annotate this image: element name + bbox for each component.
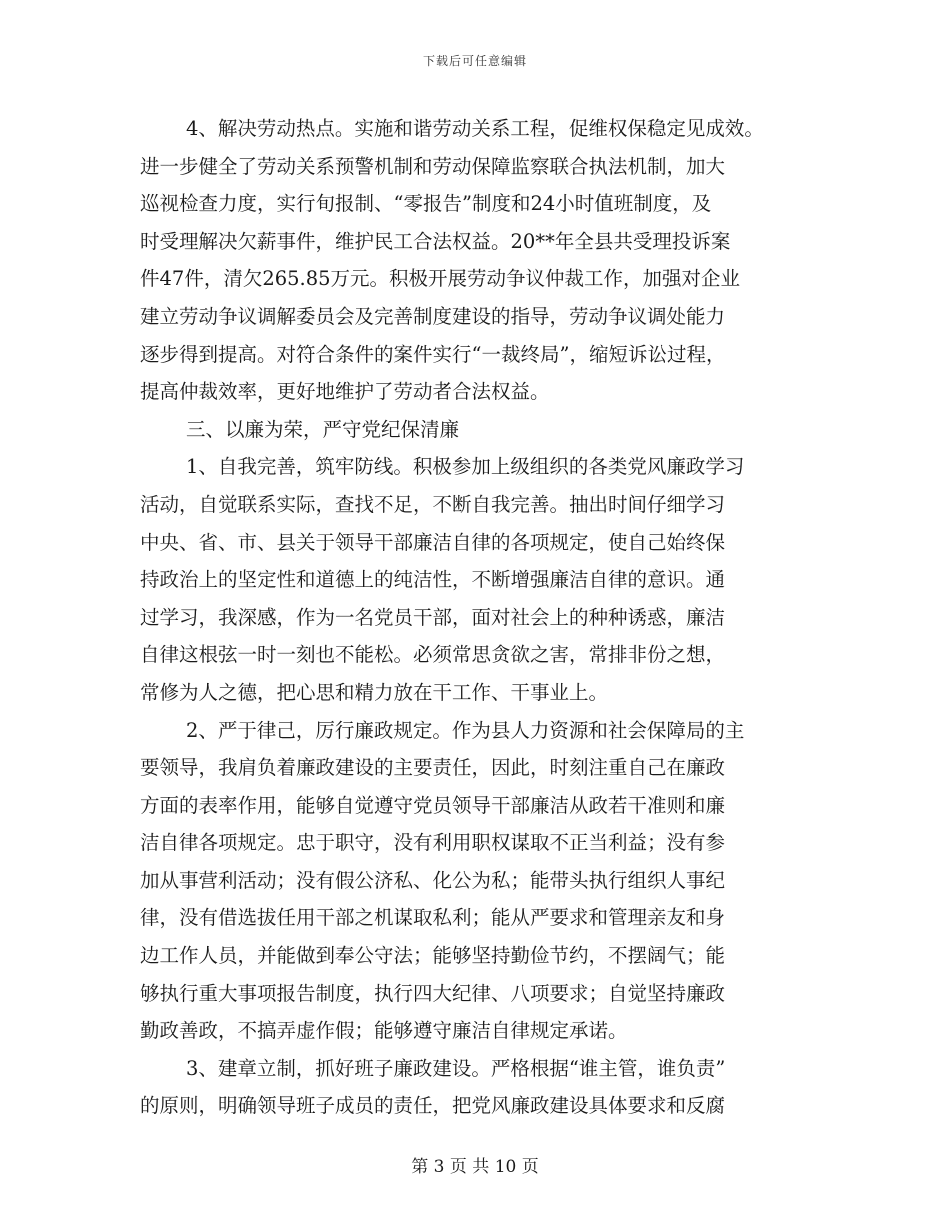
text-line: 4、解决劳动热点。实施和谐劳动关系工程，促维权保稳定见成效。 bbox=[186, 117, 764, 140]
text-line: 2、严于律己，厉行廉政规定。作为县人力资源和社会保障局的主 bbox=[186, 718, 745, 742]
page-header: 下载后可任意编辑 bbox=[422, 54, 527, 68]
text-line: 勤政善政，不搞弄虚作假；能够遵守廉洁自律规定承诺。 bbox=[140, 1019, 628, 1043]
text-line: 中央、省、市、县关于领导干部廉洁自律的各项规定，使自己始终保 bbox=[140, 530, 726, 554]
text-line: 进一步健全了劳动关系预警机制和劳动保障监察联合执法机制，加大 bbox=[140, 154, 726, 178]
text-line: 方面的表率作用，能够自觉遵守党员领导干部廉洁从政若干准则和廉 bbox=[140, 793, 726, 817]
text-line: 持政治上的坚定性和道德上的纯洁性，不断增强廉洁自律的意识。通 bbox=[140, 568, 726, 592]
text-line: 巡视检查力度，实行旬报制、“零报告”制度和24小时值班制度，及 bbox=[140, 192, 712, 216]
text-line: 提高仲裁效率，更好地维护了劳动者合法权益。 bbox=[140, 380, 550, 404]
text-line: 加从事营利活动；没有假公济私、化公为私；能带头执行组织人事纪 bbox=[140, 868, 726, 892]
text-line: 3、建章立制，抓好班子廉政建设。严格根据“谁主管，谁负责” bbox=[186, 1056, 726, 1080]
text-line: 律，没有借选拔任用干部之机谋取私利；能从严要求和管理亲友和身 bbox=[140, 906, 726, 930]
text-line: 的原则，明确领导班子成员的责任，把党风廉政建设具体要求和反腐 bbox=[140, 1094, 726, 1118]
text-line: 三、以廉为荣，严守党纪保清廉 bbox=[186, 417, 460, 441]
text-line: 活动，自觉联系实际，查找不足，不断自我完善。抽出时间仔细学习 bbox=[140, 492, 726, 516]
text-line: 够执行重大事项报告制度，执行四大纪律、八项要求；自觉坚持廉政 bbox=[140, 981, 726, 1005]
text-line: 常修为人之德，把心思和精力放在干工作、干事业上。 bbox=[140, 680, 609, 704]
text-line: 过学习，我深感，作为一名党员干部，面对社会上的种种诱惑，廉洁 bbox=[140, 605, 726, 629]
text-line: 1、自我完善，筑牢防线。积极参加上级组织的各类党风廉政学习 bbox=[186, 455, 745, 479]
document-body bbox=[140, 110, 800, 1125]
text-line: 件47件，清欠265.85万元。积极开展劳动争议仲裁工作，加强对企业 bbox=[140, 267, 741, 291]
text-line: 要领导，我肩负着廉政建设的主要责任，因此，时刻注重自己在廉政 bbox=[140, 756, 726, 780]
text-line: 时受理解决欠薪事件，维护民工合法权益。20**年全县共受理投诉案 bbox=[140, 229, 731, 253]
text-line: 自律这根弦一时一刻也不能松。必须常思贪欲之害，常排非份之想， bbox=[140, 643, 726, 667]
page-footer: 第 3 页 共 10 页 bbox=[411, 1157, 539, 1177]
text-line: 边工作人员，并能做到奉公守法；能够坚持勤俭节约，不摆阔气；能 bbox=[140, 944, 726, 968]
text-line: 建立劳动争议调解委员会及完善制度建设的指导，劳动争议调处能力 bbox=[140, 304, 726, 328]
text-line: 逐步得到提高。对符合条件的案件实行“一裁终局”，缩短诉讼过程， bbox=[140, 342, 726, 366]
text-line: 洁自律各项规定。忠于职守，没有利用职权谋取不正当利益；没有参 bbox=[140, 831, 726, 855]
